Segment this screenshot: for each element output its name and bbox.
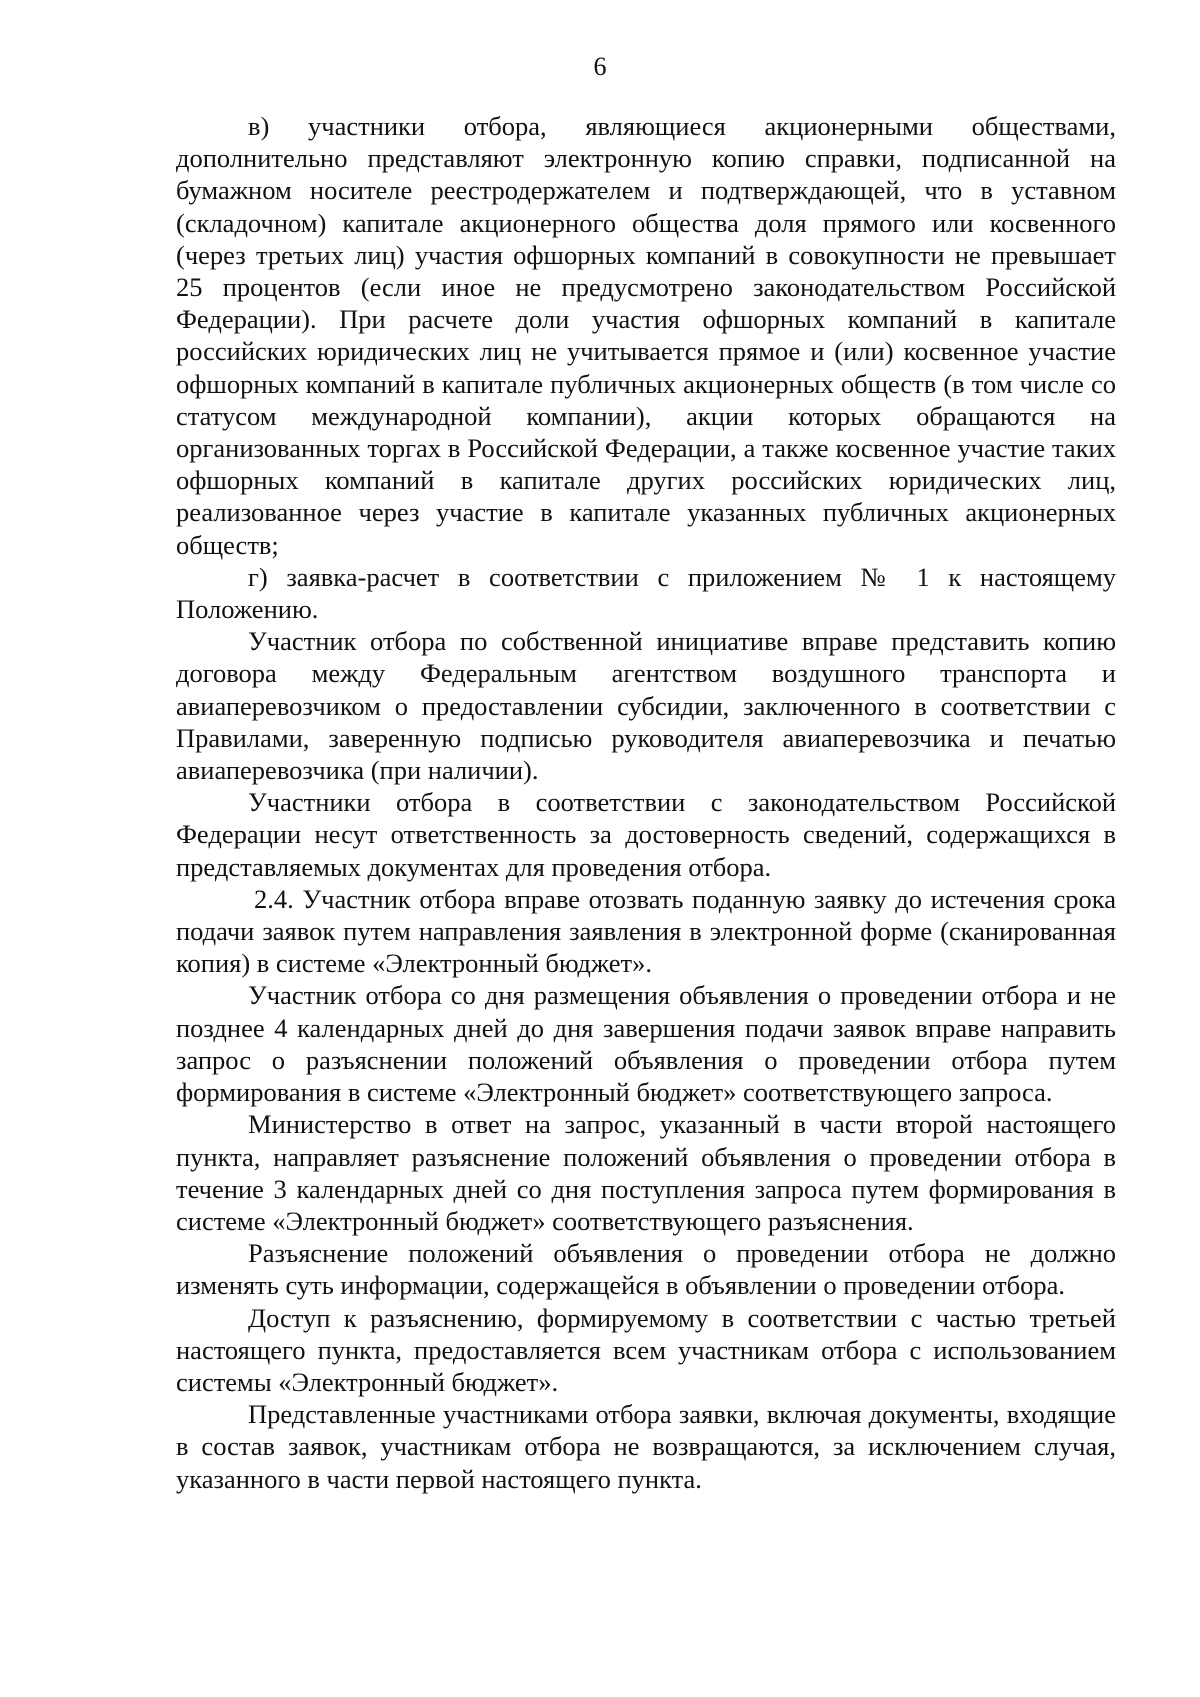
paragraph-responsibility: Участники отбора в соответствии с законодательством Российской Федерации несут ответственность за достоверность сведений, содержащихся в представляемых документах для проведения отбора. — [176, 787, 1116, 882]
paragraph-ministry-response: Министерство в ответ на запрос, указанный в части второй настоящего пункта, направляет разъяснение положений объявления о проведении отбора в течение 3 календарных дней со дня поступления запроса путем формирования в системе «Электронный бюджет» соответствующего разъяснения. — [176, 1109, 1116, 1236]
paragraph-2-4-withdrawal: 2.4. Участник отбора вправе отозвать поданную заявку до истечения срока подачи заявок путем направления заявления в электронной форме (сканированная копия) в системе «Электронный бюджет». — [176, 883, 1116, 979]
document-body — [176, 110, 1116, 1495]
paragraph-applications-not-returned: Представленные участниками отбора заявки, включая документы, входящие в состав заявок, участникам отбора не возвращаются, за исключением случая, указанного в части первой настоящего пункта. — [176, 1399, 1116, 1494]
paragraph-g-application-calculation: г) заявка-расчет в соответствии с приложением № 1 к настоящему Положению. — [176, 561, 1116, 625]
paragraph-v-joint-stock-certificate: в) участники отбора, являющиеся акционерными обществами, дополнительно представляют электронную копию справки, подписанной на бумажном носителе реестродержателем и подтверждающей, что в уставном (складочном) капитале акционерного общества доля прямого или косвенного (через третьих лиц) участия офшорных компаний в совокупности не превышает 25 процентов (если иное не предусмотрено законодательством Российской Федерации). При расчете доли участия офшорных компаний в капитале российских юридических лиц не учитывается прямое и (или) косвенное участие офшорных компаний в капитале публичных акционерных обществ (в том числе со статусом международной компании), акции которых обращаются на организованных торгах в Российской Федерации, а также косвенное участие таких офшорных компаний в капитале других российских юридических лиц, реализованное через участие в капитале указанных публичных акционерных обществ; — [176, 111, 1116, 560]
paragraph-clarification-limits: Разъяснение положений объявления о проведении отбора не должно изменять суть информации, содержащейся в объявлении о проведении отбора. — [176, 1238, 1116, 1301]
page-number: 6 — [593, 52, 607, 81]
paragraph-contract-copy: Участник отбора по собственной инициативе вправе представить копию договора между Федеральным агентством воздушного транспорта и авиаперевозчиком о предоставлении субсидии, заключенного в соответствии с Правилами, заверенную подписью руководителя авиаперевозчика и печатью авиаперевозчика (при наличии). — [176, 626, 1116, 786]
paragraph-clarification-request: Участник отбора со дня размещения объявления о проведении отбора и не позднее 4 календарных дней до дня завершения подачи заявок вправе направить запрос о разъяснении положений объявления о проведении отбора путем формирования в системе «Электронный бюджет» соответствующего запроса. — [176, 980, 1116, 1108]
paragraph-clarification-access: Доступ к разъяснению, формируемому в соответствии с частью третьей настоящего пункта, предоставляется всем участникам отбора с использованием системы «Электронный бюджет». — [176, 1302, 1116, 1397]
